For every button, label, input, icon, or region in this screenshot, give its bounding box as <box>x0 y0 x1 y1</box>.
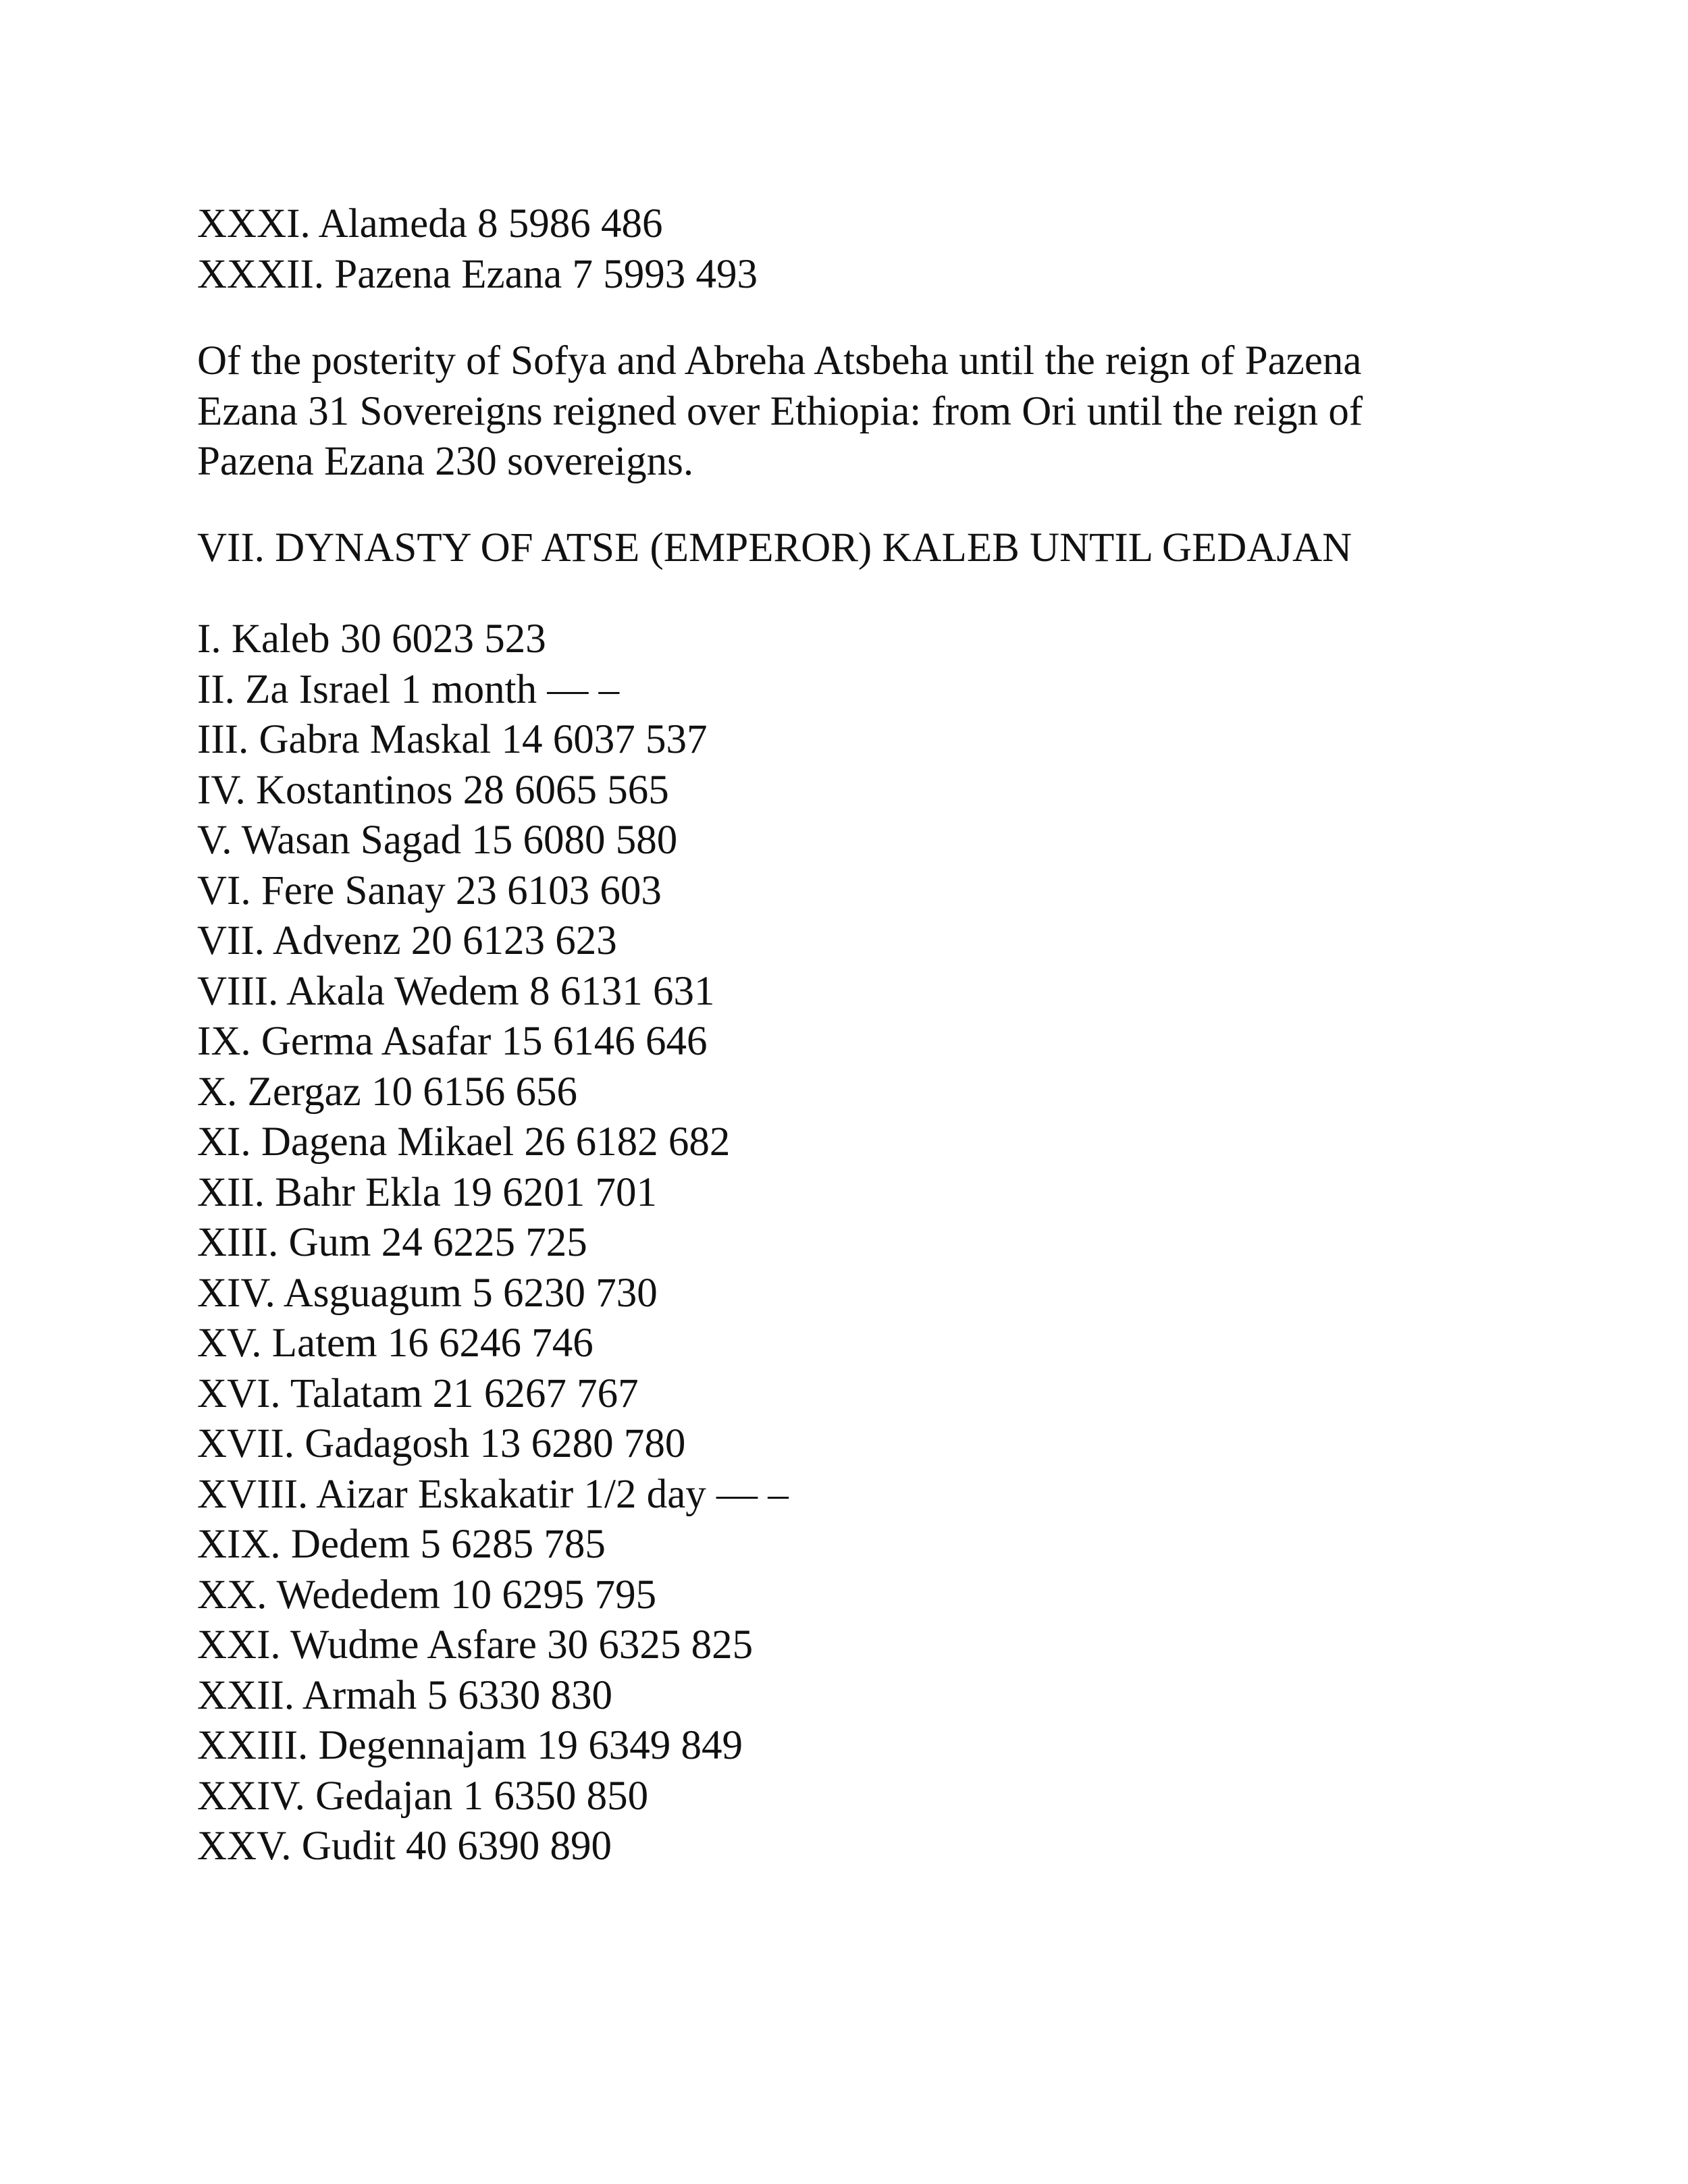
list-item: XXI. Wudme Asfare 30 6325 825 <box>197 1622 754 1668</box>
list-item: VIII. Akala Wedem 8 6131 631 <box>197 968 715 1014</box>
list-item: XIV. Asguagum 5 6230 730 <box>197 1270 658 1316</box>
list-item: XXXI. Alameda 8 5986 486 <box>197 201 663 246</box>
list-item: XII. Bahr Ekla 19 6201 701 <box>197 1169 658 1215</box>
list-item: VII. Advenz 20 6123 623 <box>197 918 617 963</box>
list-item: XVIII. Aizar Eskakatir 1/2 day — – <box>197 1471 789 1517</box>
list-item: X. Zergaz 10 6156 656 <box>197 1069 577 1115</box>
list-item: XXXII. Pazena Ezana 7 5993 493 <box>197 251 758 297</box>
list-item: III. Gabra Maskal 14 6037 537 <box>197 717 708 762</box>
list-item: XI. Dagena Mikael 26 6182 682 <box>197 1119 731 1165</box>
list-item: IX. Germa Asafar 15 6146 646 <box>197 1019 708 1064</box>
list-item: XIII. Gum 24 6225 725 <box>197 1220 587 1265</box>
section-heading: VII. DYNASTY OF ATSE (EMPEROR) KALEB UNTIL GEDAJAN <box>197 525 1352 570</box>
list-item: IV. Kostantinos 28 6065 565 <box>197 767 669 813</box>
list-item: VI. Fere Sanay 23 6103 603 <box>197 868 662 913</box>
dynasty-reign-list <box>197 614 1521 1872</box>
list-item: XV. Latem 16 6246 746 <box>197 1321 594 1366</box>
paragraph-line: Ezana 31 Sovereigns reigned over Ethiopia: from Ori until the reign of <box>197 388 1363 434</box>
list-item: XXV. Gudit 40 6390 890 <box>197 1823 612 1869</box>
paragraph-line: Pazena Ezana 230 sovereigns. <box>197 439 694 484</box>
list-item: XVII. Gadagosh 13 6280 780 <box>197 1421 686 1466</box>
paragraph-line: Of the posterity of Sofya and Abreha Atsbeha until the reign of Pazena <box>197 338 1362 383</box>
list-item: XVI. Talatam 21 6267 767 <box>197 1370 639 1416</box>
list-item: V. Wasan Sagad 15 6080 580 <box>197 818 678 863</box>
list-item: XX. Wededem 10 6295 795 <box>197 1572 657 1618</box>
list-item: XXIII. Degennajam 19 6349 849 <box>197 1723 743 1768</box>
summary-paragraph <box>197 336 1480 487</box>
list-item: I. Kaleb 30 6023 523 <box>197 616 546 662</box>
list-item: II. Za Israel 1 month — – <box>197 666 620 712</box>
list-item: XIX. Dedem 5 6285 785 <box>197 1522 606 1567</box>
reign-list-continued <box>197 199 1521 300</box>
list-item: XXII. Armah 5 6330 830 <box>197 1672 613 1718</box>
list-item: XXIV. Gedajan 1 6350 850 <box>197 1773 649 1819</box>
